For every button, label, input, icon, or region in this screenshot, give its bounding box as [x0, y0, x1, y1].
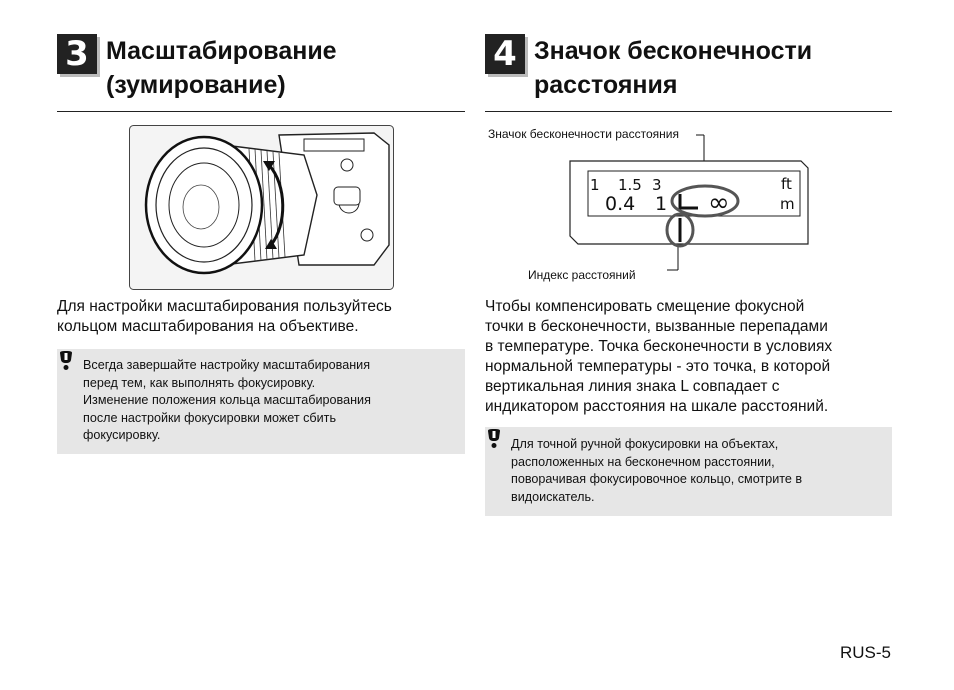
callout-infinity-icon: Значок бесконечности расстояния	[488, 127, 679, 141]
section-divider	[57, 111, 465, 112]
caution-box-zoom	[57, 349, 465, 454]
heading-line: Значок бесконечности	[534, 37, 813, 65]
callout-distance-index: Индекс расстояний	[528, 268, 636, 282]
scale-ft-1-5: 1.5	[618, 176, 642, 194]
lens-drawing	[129, 125, 394, 290]
scale-ft-1: 1	[590, 176, 600, 194]
body-line: Для настройки масштабирования пользуйтесь	[57, 298, 392, 315]
section-heading-infinity	[534, 34, 812, 102]
caution-line: Изменение положения кольца масштабирования	[83, 393, 371, 407]
infinity-description	[485, 297, 832, 417]
caution-line: поворачивая фокусировочное кольцо, смотрите в	[511, 472, 803, 486]
caution-box-infinity	[485, 427, 892, 516]
body-line: индикатором расстояния на шкале расстояний.	[485, 398, 829, 415]
body-line: кольцом масштабирования на объективе.	[57, 318, 359, 335]
caution-icon	[57, 351, 75, 371]
caution-icon	[485, 429, 503, 449]
section-heading-zoom	[106, 34, 337, 102]
infinity-symbol: ∞	[708, 188, 730, 218]
caution-line: фокусировку.	[83, 428, 161, 442]
scale-m-1: 1	[655, 193, 668, 215]
caution-text	[511, 436, 802, 506]
caution-text	[83, 357, 371, 445]
lens-zoom-illustration	[129, 125, 394, 290]
scale-m-0-4: 0.4	[605, 193, 636, 215]
caution-line: расположенных на бесконечном расстоянии,	[511, 454, 775, 469]
caution-line: видоискатель.	[511, 489, 595, 504]
zoom-instructions	[57, 297, 392, 337]
caution-line: после настройки фокусировки может сбить	[83, 410, 337, 425]
distance-scale-diagram	[560, 128, 820, 283]
caution-line: Всегда завершайте настройку масштабирования	[83, 358, 371, 372]
step-number-3: 3	[57, 34, 97, 74]
page-number: RUS-5	[840, 643, 892, 662]
step-number-4: 4	[485, 34, 525, 74]
body-line: точки в бесконечности, вызванные перепадами	[485, 318, 828, 335]
unit-ft: ft	[781, 175, 792, 193]
caution-line: Для точной ручной фокусировки на объектах,	[511, 437, 779, 451]
heading-line: расстояния	[534, 71, 678, 99]
body-line: вертикальная линия знака L совпадает с	[485, 378, 780, 395]
heading-line: Масштабирование	[106, 37, 337, 65]
unit-m: m	[780, 195, 795, 213]
heading-line: (зумирование)	[106, 71, 286, 99]
scale-ft-3: 3	[652, 176, 662, 194]
section-divider	[485, 111, 892, 112]
body-line: нормальной температуры - это точка, в которой	[485, 358, 831, 375]
body-line: Чтобы компенсировать смещение фокусной	[485, 298, 805, 315]
body-line: в температуре. Точка бесконечности в условиях	[485, 338, 833, 355]
caution-line: перед тем, как выполнять фокусировку.	[83, 375, 316, 390]
